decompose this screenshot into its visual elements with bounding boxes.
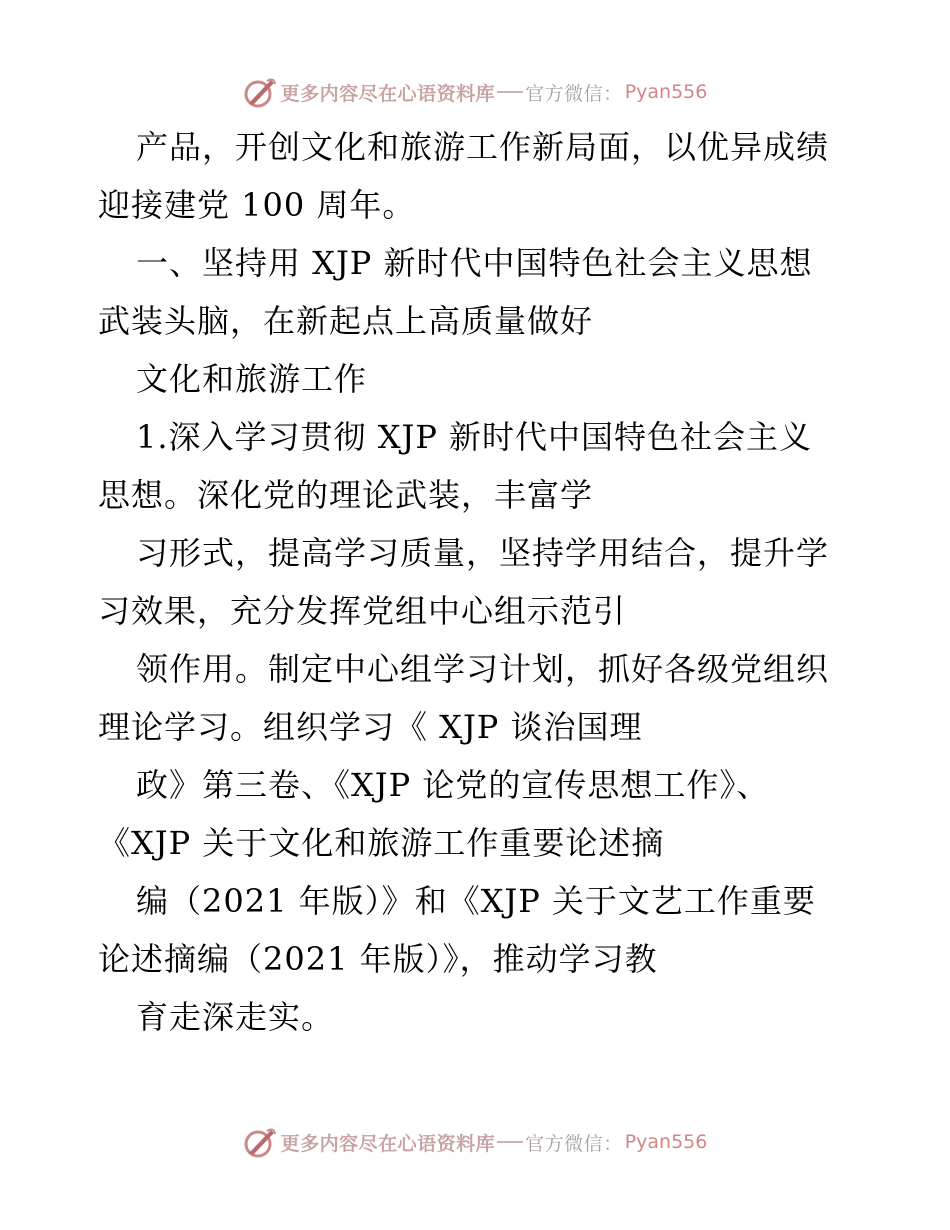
text-line: 武装头脑，在新起点上高质量做好 <box>98 302 594 340</box>
header-watermark <box>0 72 950 112</box>
quill-logo-icon <box>243 75 277 109</box>
text-line: 习效果，充分发挥党组中心组示范引 <box>98 592 627 630</box>
text-line: 领作用。制定中心组学习计划，抓好各级党组织 <box>136 650 830 688</box>
text-line: 1.深入学习贯彻 XJP 新时代中国特色社会主义 <box>136 418 813 456</box>
text-line: 政》第三卷、《XJP 论党的宣传思想工作》、 <box>136 766 770 804</box>
text-line: 理论学习。组织学习《 XJP 谈治国理 <box>98 708 643 746</box>
footer-watermark <box>0 1122 950 1162</box>
text-line: 育走深走实。 <box>136 998 335 1036</box>
text-line: 文化和旅游工作 <box>136 360 368 398</box>
text-line: 《XJP 关于文化和旅游工作重要论述摘 <box>98 824 665 862</box>
text-line: 习形式，提高学习质量，坚持学用结合，提升学 <box>136 534 830 572</box>
watermark-sub-text: 官方微信： <box>525 82 623 105</box>
watermark-main-text: 更多内容尽在心语资料库 <box>280 82 496 105</box>
text-line: 论述摘编（2021 年版）》，推动学习教 <box>98 940 658 978</box>
watermark-sub-text: 官方微信： <box>525 1132 623 1155</box>
watermark-wechat-id: Pyan556 <box>624 81 708 103</box>
text-line: 一、坚持用 XJP 新时代中国特色社会主义思想 <box>136 244 813 282</box>
watermark-wechat-id: Pyan556 <box>624 1131 708 1153</box>
document-body <box>98 118 858 1046</box>
quill-logo-icon <box>243 1125 277 1159</box>
text-line: 编（2021 年版）》和《XJP 关于文艺工作重要 <box>136 882 816 920</box>
watermark-main-text: 更多内容尽在心语资料库 <box>280 1132 496 1155</box>
watermark-dash <box>497 91 523 93</box>
text-line: 产品，开创文化和旅游工作新局面，以优异成绩 <box>136 128 830 166</box>
text-line: 迎接建党 100 周年。 <box>98 186 416 224</box>
text-line: 思想。深化党的理论武装，丰富学 <box>98 476 594 514</box>
watermark-dash <box>497 1141 523 1143</box>
